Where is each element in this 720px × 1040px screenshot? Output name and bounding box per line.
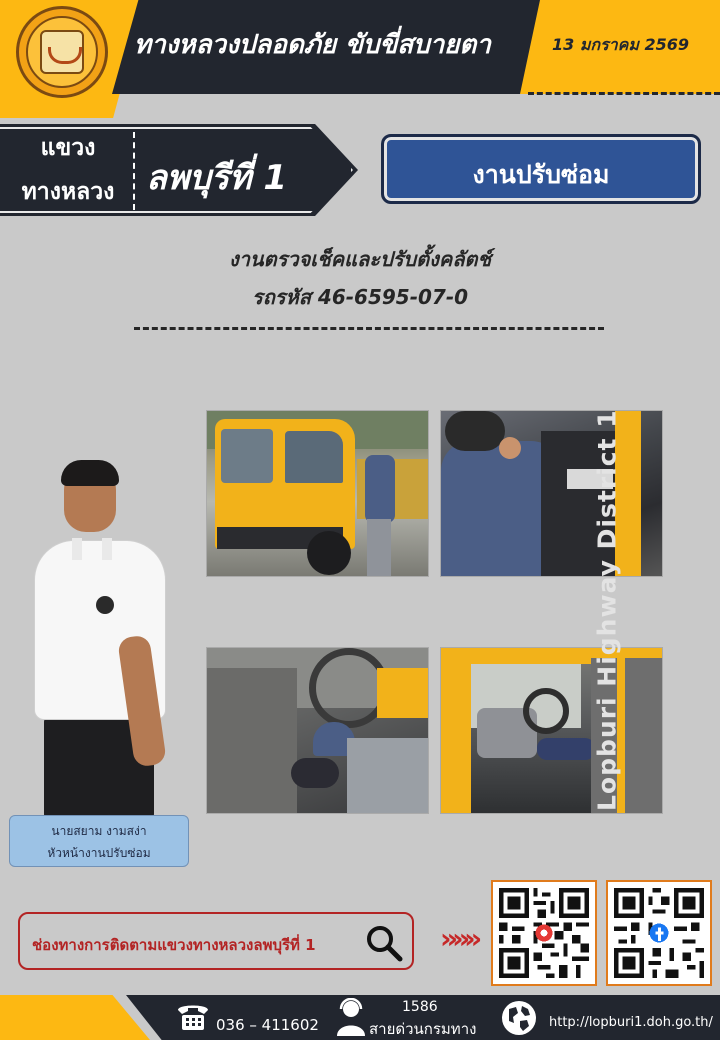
department-label: งานปรับซ่อม <box>472 160 610 189</box>
staff-position: หัวหน้างานปรับซ่อม <box>47 846 151 860</box>
yellow-truck-photo <box>206 410 429 577</box>
footer-yellow-accent <box>0 995 150 1040</box>
staff-name-card <box>9 815 189 867</box>
vehicle-code: รถรหัส 46-6595-07-0 <box>251 285 469 309</box>
district-label-line1: แขวง <box>40 135 96 161</box>
district-name: ลพบุรีที่ 1 <box>146 158 287 198</box>
telephone-icon <box>176 1002 210 1032</box>
qr-facebook-icon <box>614 888 704 978</box>
footer-website-link[interactable]: http://lopburi1.doh.go.th/ <box>549 1015 713 1030</box>
department-badge <box>381 134 701 204</box>
chevrons-right-icon: »»» <box>440 922 477 955</box>
task-title: งานตรวจเช็คและปรับตั้งคลัตช์ <box>228 247 492 271</box>
footer-hotline-number[interactable]: 1586 <box>402 999 438 1015</box>
under-dashboard-repair-photo <box>440 647 663 814</box>
footer-hotline-label: สายด่วนกรมทาง <box>369 1020 477 1038</box>
department-seal-icon <box>16 6 108 98</box>
footer-phone[interactable]: 036 – 411602 <box>216 1016 319 1034</box>
cab-interior-repair-photo <box>206 647 429 814</box>
hotline-operator-icon <box>335 998 367 1036</box>
qr-code-facebook[interactable] <box>606 880 712 986</box>
qr-code-map[interactable] <box>491 880 597 986</box>
staff-name: นายสยาม งามสง่า <box>51 824 147 838</box>
follow-channel-box[interactable] <box>18 912 414 970</box>
district-label-line2: ทางหลวง <box>21 179 115 205</box>
header-dashed-line <box>528 92 720 95</box>
staff-portrait <box>28 460 178 820</box>
qr-map-icon <box>499 888 589 978</box>
search-icon <box>364 923 404 963</box>
globe-icon <box>500 999 538 1037</box>
district-banner-divider <box>133 132 135 210</box>
follow-channel-text: ช่องทางการติดตามแขวงทางหลวงลพบุรีที่ 1 <box>32 936 316 954</box>
engine-repair-photo <box>440 410 663 577</box>
district-watermark: Lopburi Highway District 1 <box>592 409 622 811</box>
header-date: 13 มกราคม 2569 <box>552 35 689 54</box>
section-divider <box>134 327 604 330</box>
header-title: ทางหลวงปลอดภัย ขับขี่สบายตา <box>134 30 491 60</box>
